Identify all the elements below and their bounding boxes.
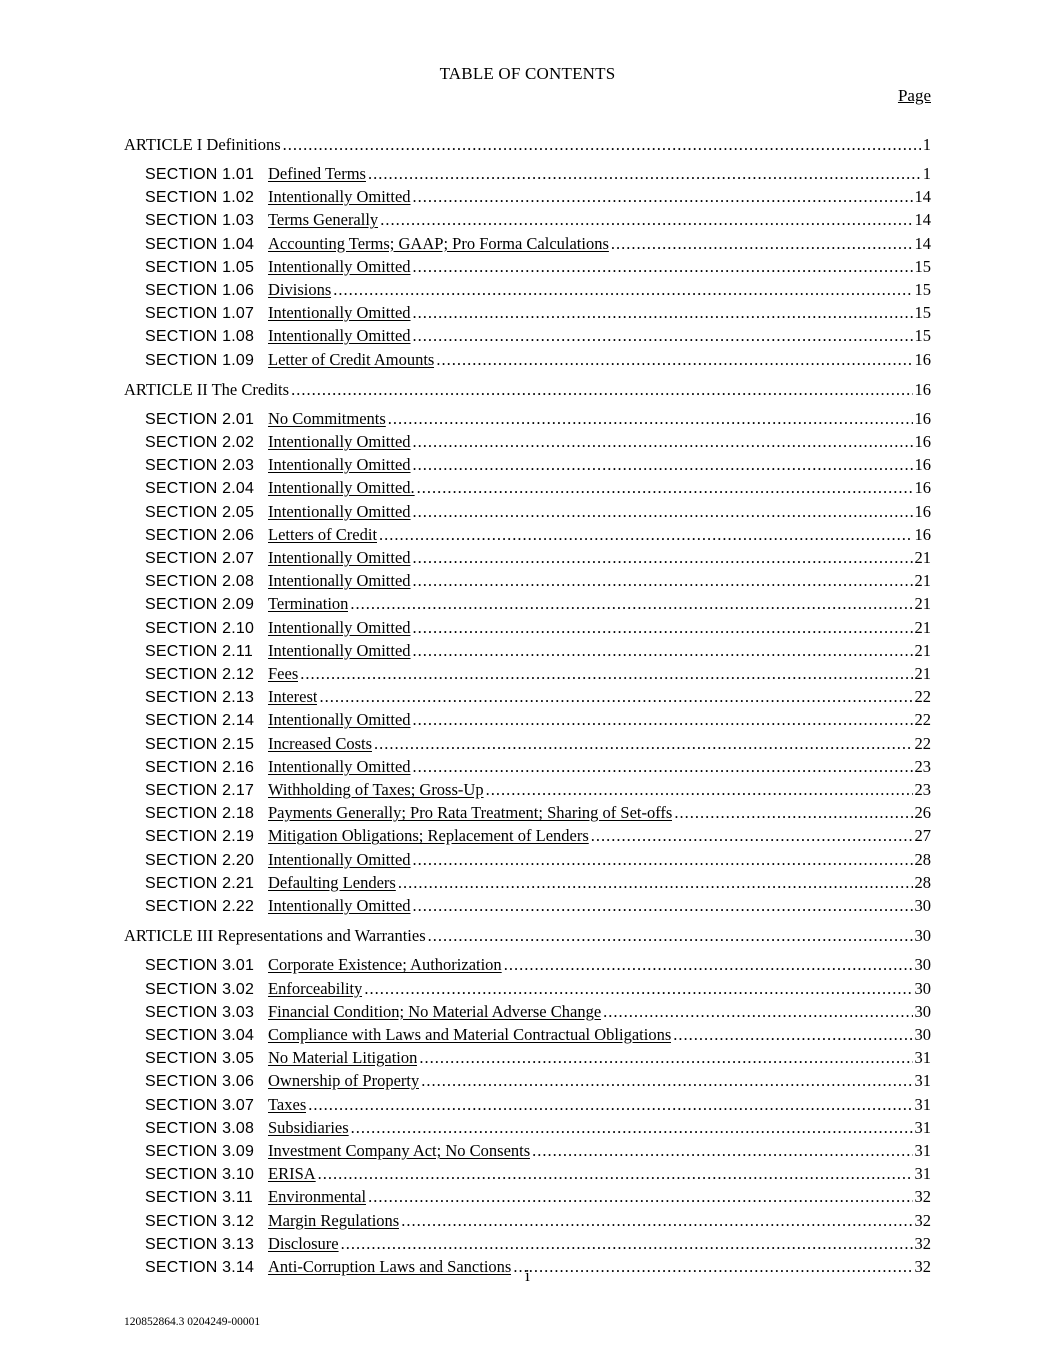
section-title-link[interactable]: No Commitments xyxy=(268,408,386,428)
dot-leader xyxy=(413,617,913,639)
section-title-link[interactable]: Compliance with Laws and Material Contractual Obligations xyxy=(268,1024,672,1044)
section-title-link[interactable]: Subsidiaries xyxy=(268,1117,349,1137)
section-title-link[interactable]: Enforceability xyxy=(268,978,363,998)
section-number: SECTION 3.12 xyxy=(145,1212,255,1230)
section-number: SECTION 1.02 xyxy=(145,189,255,207)
toc-section-row[interactable] xyxy=(124,779,931,802)
section-number: SECTION 2.15 xyxy=(145,735,255,753)
page-number: 16 xyxy=(914,408,931,428)
page-number: 21 xyxy=(914,617,931,637)
section-number: SECTION 1.04 xyxy=(145,235,255,253)
section-title-link[interactable]: Divisions xyxy=(268,280,332,300)
dot-leader xyxy=(380,209,912,231)
section-title-link[interactable]: Ownership of Property xyxy=(268,1071,420,1091)
dot-leader xyxy=(532,1140,912,1162)
section-title-link[interactable]: Environmental xyxy=(268,1187,367,1207)
page-number: 15 xyxy=(914,256,931,276)
toc-article-row[interactable] xyxy=(124,379,931,401)
toc-section-row[interactable] xyxy=(124,431,931,454)
page-number: 30 xyxy=(914,955,931,975)
section-number: SECTION 3.06 xyxy=(145,1073,255,1091)
section-title-link[interactable]: Intentionally Omitted. xyxy=(268,478,415,498)
dot-leader xyxy=(351,1117,913,1139)
section-number: SECTION 2.19 xyxy=(145,828,255,846)
section-title-link[interactable]: Disclosure xyxy=(268,1233,339,1253)
page-number: 31 xyxy=(914,1140,931,1160)
toc-section-row[interactable] xyxy=(124,1210,931,1233)
toc-section-row[interactable] xyxy=(124,1233,931,1256)
dot-leader xyxy=(413,454,913,476)
section-number: SECTION 3.02 xyxy=(145,980,255,998)
dot-leader xyxy=(283,134,921,156)
toc-section-row[interactable] xyxy=(124,1070,931,1093)
dot-leader xyxy=(591,825,913,847)
toc-section-row[interactable] xyxy=(124,547,931,570)
section-title-link[interactable]: Mitigation Obligations; Replacement of Lenders xyxy=(268,826,589,846)
toc-section-row[interactable] xyxy=(124,302,931,325)
toc-section-row[interactable] xyxy=(124,1163,931,1186)
section-title-link[interactable]: Taxes xyxy=(268,1094,307,1114)
page-number: 16 xyxy=(914,432,931,452)
dot-leader xyxy=(504,954,913,976)
table-of-contents xyxy=(124,134,931,1279)
toc-section-row[interactable] xyxy=(124,1117,931,1140)
section-number: SECTION 2.22 xyxy=(145,898,255,916)
toc-section-row[interactable] xyxy=(124,825,931,848)
dot-leader xyxy=(401,1210,912,1232)
toc-section-row[interactable] xyxy=(124,325,931,348)
toc-section-row[interactable] xyxy=(124,802,931,825)
dot-leader xyxy=(413,756,913,778)
toc-section-row[interactable] xyxy=(124,663,931,686)
page-number: 22 xyxy=(914,733,931,753)
section-title-link[interactable]: Letter of Credit Amounts xyxy=(268,349,435,369)
section-title-link[interactable]: Intentionally Omitted xyxy=(268,501,411,521)
page-number: 27 xyxy=(914,826,931,846)
page-number: 15 xyxy=(914,303,931,323)
section-number: SECTION 2.18 xyxy=(145,805,255,823)
page-number: 31 xyxy=(914,1048,931,1068)
section-number: SECTION 3.07 xyxy=(145,1096,255,1114)
page-number: 16 xyxy=(914,455,931,475)
section-number: SECTION 3.13 xyxy=(145,1235,255,1253)
dot-leader xyxy=(379,524,912,546)
toc-section-row[interactable] xyxy=(124,163,931,186)
document-id: 120852864.3 0204249-00001 xyxy=(124,1316,261,1328)
page-number: 28 xyxy=(914,872,931,892)
dot-leader xyxy=(673,1024,912,1046)
page-number: 1 xyxy=(922,135,931,154)
section-title-link[interactable]: Intentionally Omitted xyxy=(268,571,411,591)
page-number: 23 xyxy=(914,756,931,776)
section-title-link[interactable]: Intentionally Omitted xyxy=(268,256,411,276)
page-number: 22 xyxy=(914,687,931,707)
section-title-link[interactable]: Corporate Existence; Authorization xyxy=(268,955,502,975)
section-number: SECTION 3.10 xyxy=(145,1166,255,1184)
section-title-link[interactable]: Terms Generally xyxy=(268,210,379,230)
page-title: TABLE OF CONTENTS xyxy=(439,64,616,83)
section-title-link[interactable]: Margin Regulations xyxy=(268,1210,400,1230)
toc-section-row[interactable] xyxy=(124,733,931,756)
section-number: SECTION 3.09 xyxy=(145,1142,255,1160)
toc-section-row[interactable] xyxy=(124,233,931,256)
dot-leader xyxy=(398,872,913,894)
page-number: 21 xyxy=(914,571,931,591)
toc-section-row[interactable] xyxy=(124,1024,931,1047)
toc-section-row[interactable] xyxy=(124,209,931,232)
section-number: SECTION 2.09 xyxy=(145,596,255,614)
section-title-link[interactable]: Intentionally Omitted xyxy=(268,187,411,207)
page-number: 14 xyxy=(914,210,931,230)
dot-leader xyxy=(419,1047,912,1069)
page-number: 22 xyxy=(914,710,931,730)
section-title-link[interactable]: Payments Generally; Pro Rata Treatment; Sharing of Set-offs xyxy=(268,803,673,823)
section-title-link[interactable]: Intentionally Omitted xyxy=(268,640,411,660)
toc-section-row[interactable] xyxy=(124,895,931,918)
toc-section-row[interactable] xyxy=(124,524,931,547)
toc-section-row[interactable] xyxy=(124,849,931,872)
section-title-link[interactable]: Intentionally Omitted xyxy=(268,756,411,776)
page-number: 30 xyxy=(914,1001,931,1021)
page-number: 15 xyxy=(914,280,931,300)
toc-section-row[interactable] xyxy=(124,686,931,709)
toc-article-row[interactable] xyxy=(124,925,931,947)
section-number: SECTION 2.13 xyxy=(145,689,255,707)
dot-leader xyxy=(388,408,913,430)
page-number: 23 xyxy=(914,780,931,800)
toc-section-row[interactable] xyxy=(124,756,931,779)
section-number: SECTION 2.16 xyxy=(145,758,255,776)
section-title-link[interactable]: Fees xyxy=(268,664,299,684)
dot-leader xyxy=(374,733,912,755)
section-number: SECTION 2.04 xyxy=(145,480,255,498)
section-title-link[interactable]: Intentionally Omitted xyxy=(268,326,411,346)
section-title-link[interactable]: Increased Costs xyxy=(268,733,373,753)
toc-section-row[interactable] xyxy=(124,349,931,372)
dot-leader xyxy=(413,186,913,208)
page-number: 31 xyxy=(914,1094,931,1114)
page-number: 26 xyxy=(914,803,931,823)
page-number: 16 xyxy=(914,478,931,498)
toc-article-row[interactable] xyxy=(124,134,931,156)
page-number: 30 xyxy=(914,896,931,916)
dot-leader xyxy=(413,709,913,731)
page-number: 14 xyxy=(914,233,931,253)
section-title-link[interactable]: Intentionally Omitted xyxy=(268,896,411,916)
page-number: 31 xyxy=(914,1071,931,1091)
toc-section-row[interactable] xyxy=(124,501,931,524)
section-number: SECTION 3.11 xyxy=(145,1189,253,1207)
page-number: 30 xyxy=(914,978,931,998)
dot-leader xyxy=(300,663,912,685)
dot-leader xyxy=(413,302,913,324)
section-title-link[interactable]: Intentionally Omitted xyxy=(268,849,411,869)
section-number: SECTION 2.02 xyxy=(145,434,255,452)
section-number: SECTION 2.20 xyxy=(145,851,255,869)
section-title-link[interactable]: Intentionally Omitted xyxy=(268,548,411,568)
dot-leader xyxy=(308,1094,912,1116)
section-title-link[interactable]: Anti-Corruption Laws and Sanctions xyxy=(268,1256,512,1276)
section-title-link[interactable]: Termination xyxy=(268,594,349,614)
section-title-link[interactable]: Interest xyxy=(268,687,318,707)
page-number: 32 xyxy=(914,1210,931,1230)
dot-leader xyxy=(350,593,912,615)
page-number: 30 xyxy=(914,1024,931,1044)
dot-leader xyxy=(674,802,912,824)
section-number: SECTION 2.10 xyxy=(145,619,255,637)
page-number: 14 xyxy=(914,187,931,207)
section-number: SECTION 2.08 xyxy=(145,573,255,591)
page-number: 16 xyxy=(914,524,931,544)
dot-leader xyxy=(318,1163,913,1185)
toc-section-row[interactable] xyxy=(124,1140,931,1163)
page-column-header: Page xyxy=(897,86,931,105)
section-title-link[interactable]: Accounting Terms; GAAP; Pro Forma Calculations xyxy=(268,233,609,253)
page-number: 16 xyxy=(914,379,931,399)
page-number: 31 xyxy=(914,1117,931,1137)
toc-section-row[interactable] xyxy=(124,186,931,209)
dot-leader xyxy=(417,477,913,499)
section-title-link[interactable]: Defaulting Lenders xyxy=(268,872,396,892)
toc-section-row[interactable] xyxy=(124,256,931,279)
toc-section-row[interactable] xyxy=(124,954,931,977)
dot-leader xyxy=(364,978,912,1000)
toc-section-row[interactable] xyxy=(124,279,931,302)
page-number: 32 xyxy=(914,1233,931,1253)
toc-section-row[interactable] xyxy=(124,570,931,593)
dot-leader xyxy=(421,1070,912,1092)
section-number: SECTION 3.04 xyxy=(145,1026,255,1044)
section-number: SECTION 3.01 xyxy=(145,957,255,975)
toc-section-row[interactable] xyxy=(124,408,931,431)
section-number: SECTION 3.05 xyxy=(145,1050,255,1068)
dot-leader xyxy=(341,1233,913,1255)
section-number: SECTION 2.07 xyxy=(145,550,255,568)
page-number: 32 xyxy=(914,1256,931,1276)
article-title-link[interactable]: ARTICLE III Representations and Warranties xyxy=(124,926,426,946)
section-number: SECTION 3.14 xyxy=(145,1258,255,1276)
dot-leader xyxy=(486,779,913,801)
section-number: SECTION 2.06 xyxy=(145,526,255,544)
dot-leader xyxy=(413,325,913,347)
section-title-link[interactable]: Intentionally Omitted xyxy=(268,432,411,452)
section-number: SECTION 1.07 xyxy=(145,305,255,323)
dot-leader xyxy=(291,379,912,401)
article-title-link[interactable]: ARTICLE II The Credits xyxy=(124,379,290,399)
page-number: 30 xyxy=(914,926,931,946)
toc-section-row[interactable] xyxy=(124,1047,931,1070)
section-title-link[interactable]: ERISA xyxy=(268,1164,316,1184)
dot-leader xyxy=(333,279,912,301)
dot-leader xyxy=(603,1001,912,1023)
dot-leader xyxy=(611,233,913,255)
dot-leader xyxy=(413,547,913,569)
dot-leader xyxy=(413,431,913,453)
footer-page-number: i xyxy=(525,1266,530,1285)
toc-section-row[interactable] xyxy=(124,617,931,640)
section-number: SECTION 2.14 xyxy=(145,712,255,730)
page-number: 15 xyxy=(914,326,931,346)
toc-section-row[interactable] xyxy=(124,872,931,895)
page-number: 16 xyxy=(914,501,931,521)
section-title-link[interactable]: Financial Condition; No Material Adverse Change xyxy=(268,1001,602,1021)
section-number: SECTION 1.06 xyxy=(145,282,255,300)
section-title-link[interactable]: Intentionally Omitted xyxy=(268,710,411,730)
dot-leader xyxy=(368,163,921,185)
section-number: SECTION 1.08 xyxy=(145,328,255,346)
page-number: 21 xyxy=(914,640,931,660)
dot-leader xyxy=(428,925,913,947)
toc-section-row[interactable] xyxy=(124,1001,931,1024)
toc-section-row[interactable] xyxy=(124,709,931,732)
section-number: SECTION 2.05 xyxy=(145,503,255,521)
toc-section-row[interactable] xyxy=(124,454,931,477)
dot-leader xyxy=(413,640,913,662)
dot-leader xyxy=(413,895,913,917)
page-number: 21 xyxy=(914,548,931,568)
section-title-link[interactable]: Defined Terms xyxy=(268,164,366,183)
toc-section-row[interactable] xyxy=(124,477,931,500)
section-number: SECTION 1.03 xyxy=(145,212,255,230)
dot-leader xyxy=(319,686,912,708)
section-title-link[interactable]: Intentionally Omitted xyxy=(268,303,411,323)
section-number: SECTION 2.03 xyxy=(145,457,255,475)
page-number: 1 xyxy=(922,164,931,183)
page-number: 16 xyxy=(914,349,931,369)
section-number: SECTION 2.12 xyxy=(145,666,255,684)
dot-leader xyxy=(368,1186,912,1208)
section-number: SECTION 3.08 xyxy=(145,1119,255,1137)
toc-section-row[interactable] xyxy=(124,593,931,616)
dot-leader xyxy=(413,849,913,871)
section-number: SECTION 2.21 xyxy=(145,874,255,892)
article-title-link[interactable]: ARTICLE I Definitions xyxy=(124,135,281,154)
section-number: SECTION 1.09 xyxy=(145,351,255,369)
section-number: SECTION 1.05 xyxy=(145,258,255,276)
section-title-link[interactable]: No Material Litigation xyxy=(268,1048,418,1068)
section-number: SECTION 1.01 xyxy=(145,166,255,183)
dot-leader xyxy=(413,501,913,523)
page-number: 32 xyxy=(914,1187,931,1207)
toc-section-row[interactable] xyxy=(124,1094,931,1117)
page-number: 21 xyxy=(914,594,931,614)
section-title-link[interactable]: Letters of Credit xyxy=(268,524,378,544)
page-number: 31 xyxy=(914,1164,931,1184)
section-title-link[interactable]: Investment Company Act; No Consents xyxy=(268,1140,531,1160)
section-title-link[interactable]: Intentionally Omitted xyxy=(268,455,411,475)
dot-leader xyxy=(413,256,913,278)
section-title-link[interactable]: Withholding of Taxes; Gross-Up xyxy=(268,780,484,800)
section-number: SECTION 3.03 xyxy=(145,1003,255,1021)
page-number: 28 xyxy=(914,849,931,869)
dot-leader xyxy=(436,349,912,371)
dot-leader xyxy=(413,570,913,592)
toc-section-row[interactable] xyxy=(124,640,931,663)
section-number: SECTION 2.11 xyxy=(145,642,253,660)
toc-section-row[interactable] xyxy=(124,1186,931,1209)
section-number: SECTION 2.17 xyxy=(145,782,255,800)
section-number: SECTION 2.01 xyxy=(145,410,255,428)
toc-section-row[interactable] xyxy=(124,978,931,1001)
section-title-link[interactable]: Intentionally Omitted xyxy=(268,617,411,637)
page-number: 21 xyxy=(914,664,931,684)
